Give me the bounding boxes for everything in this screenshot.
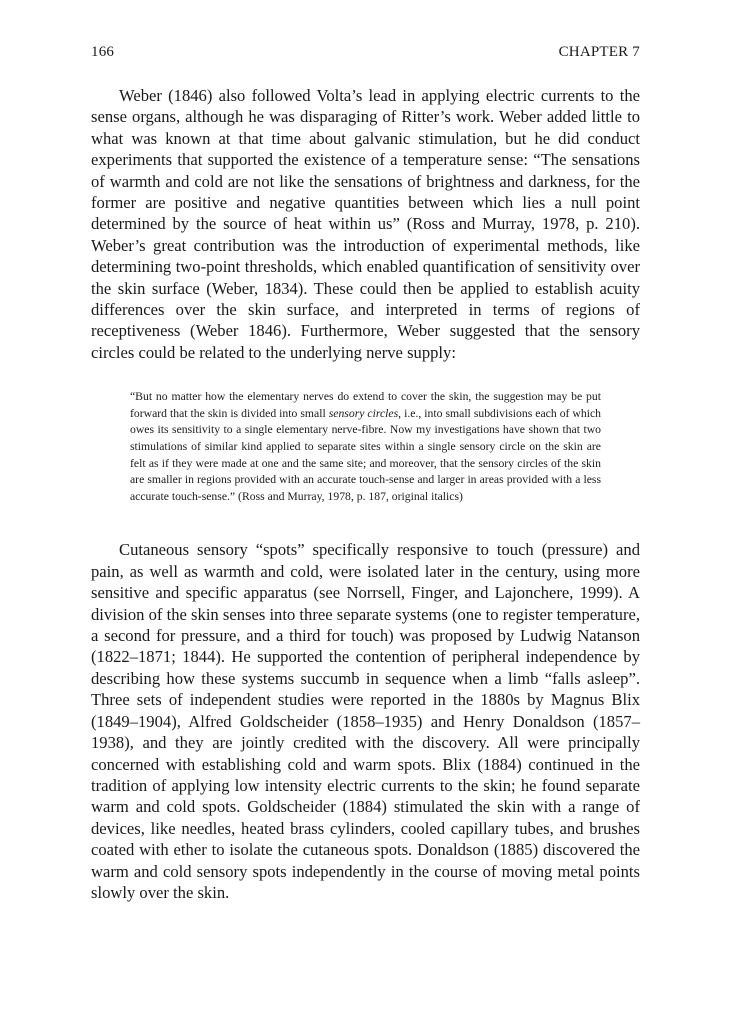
quote-text-end: , i.e., into small subdivisions each of which owes its sensitivity to a single elementary nerve-fibre. Now my investigations have shown that two stimulations of similar kind applied to separate sites within a single sensory circle on the skin are felt as if they were made at one and the same site; and moreover, that the sensory circles of the skin are smaller in regions provided with an accurate touch-sense and larger in areas provided with a less accurate touch-sense.” bbox=[130, 406, 601, 503]
paragraph-weber: Weber (1846) also followed Volta’s lead in applying electric currents to the sense organs, although he was disparaging of Ritter’s work. Weber added little to what was known at that time about galvanic stimulation, but he did conduct experiments that supported the existence of a temperature sense: “The sensations of warmth and cold are not like the sensations of brightness and darkness, for the former are positive and negative quantities between which lies a null point determined by the source of heat within us” (Ross and Murray, 1978, p. 210). Weber’s great contribution was the introduction of experimental methods, like determining two-point thresholds, which enabled quantification of sensitivity over the skin surface (Weber, 1834). These could then be applied to establish acuity differences over the skin surface, and interpreted in terms of regions of receptiveness (Weber 1846). Furthermore, Weber suggested that the sensory circles could be related to the underlying nerve supply: bbox=[91, 86, 640, 362]
quote-text bbox=[130, 389, 601, 505]
block-quote bbox=[130, 389, 601, 505]
chapter-title: CHAPTER 7 bbox=[558, 44, 640, 60]
quote-italic-term: sensory circles bbox=[328, 406, 399, 420]
page-number: 166 bbox=[91, 44, 115, 60]
quote-text-start: “But no matter how the elementary nerves do extend to cover the skin, the suggestion may be put forward that the skin is divided into small bbox=[130, 390, 601, 420]
running-head bbox=[91, 42, 640, 62]
book-page bbox=[91, 42, 640, 903]
paragraph-cutaneous-spots: Cutaneous sensory “spots” specifically responsive to touch (pressure) and pain, as well as warmth and cold, were isolated later in the century, using more sensitive and specific apparatus (see Norrsell, Finger, and Lajonchere, 1999). A division of the skin senses into three separate systems (one to register temperature, a second for pressure, and a third for touch) was proposed by Ludwig Natanson (1822–1871; 1844). He supported the contention of peripheral independence by describing how these systems succumb in sequence when a limb “falls asleep”. Three sets of independent studies were reported in the 1880s by Magnus Blix (1849–1904), Alfred Goldscheider (1858–1935) and Henry Donaldson (1857–1938), and they are jointly credited with the discovery. All were principally concerned with establishing cold and warm spots. Blix (1884) continued in the tradition of applying low intensity electric currents to the skin; he found separate warm and cold spots. Goldscheider (1884) stimulated the skin with a range of devices, like needles, heated brass cylinders, cooled capillary tubes, and brushes coated with ether to isolate the cutaneous spots. Donaldson (1885) discovered the warm and cold sensory spots independently in the course of moving metal points slowly over the skin. bbox=[91, 540, 640, 902]
quote-citation: (Ross and Murray, 1978, p. 187, original italics) bbox=[238, 489, 463, 503]
